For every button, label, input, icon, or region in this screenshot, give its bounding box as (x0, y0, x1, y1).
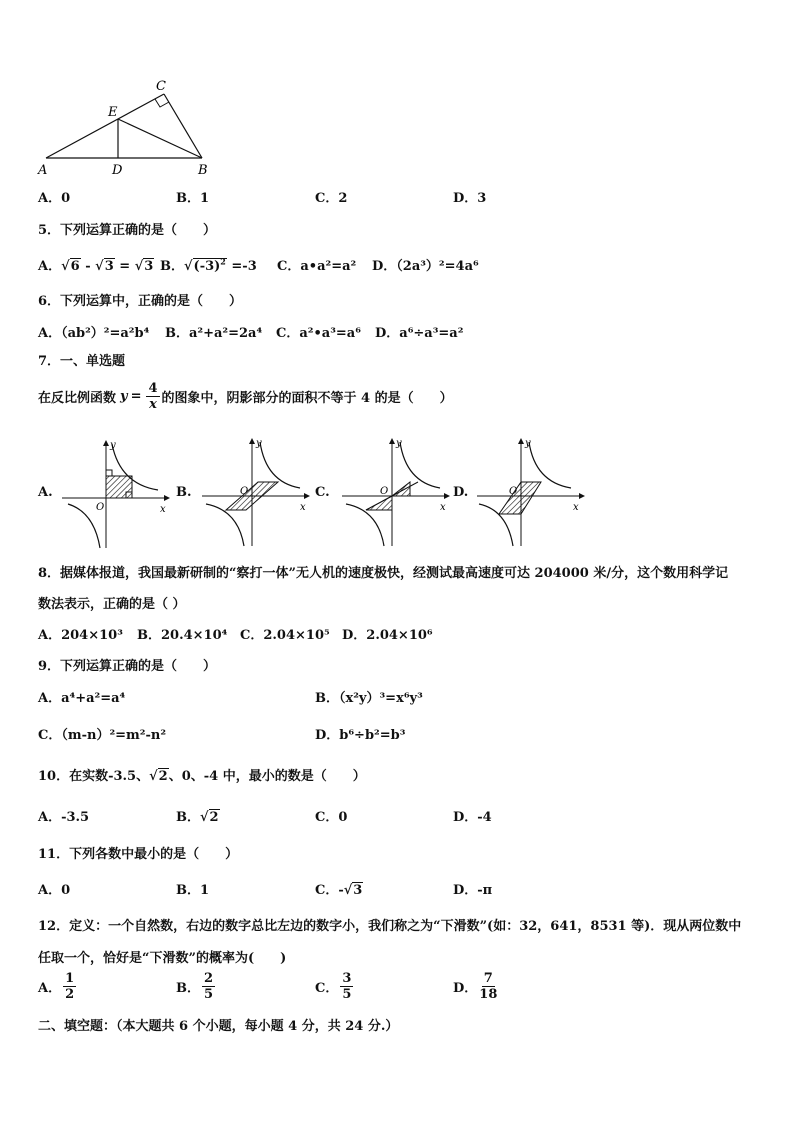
radicand: 3 (353, 883, 363, 898)
q9-option-b[interactable]: B．（x²y）³=x⁶y³ (315, 691, 423, 706)
q4-option-a[interactable]: A．0 (38, 191, 71, 206)
radicand: 6 (70, 259, 80, 274)
q6-option-a[interactable]: A．（ab²）²=a²b⁴ (38, 326, 150, 341)
stem-text: 的图象中，阴影部分的面积不等于 4 的是（ ） (161, 390, 453, 406)
svg-text:O: O (509, 486, 518, 497)
label-b: B (198, 163, 208, 178)
fraction: $\frac{3}{5}$ (342, 971, 352, 1002)
radicand: 3 (144, 259, 154, 274)
q7-heading: 7．一、单选题 (38, 354, 126, 369)
q7-option-c[interactable]: C. (315, 485, 330, 500)
expression-tail: =-3 (226, 259, 257, 274)
stem-text: 10．在实数-3.5、 (38, 769, 150, 784)
q10-option-d[interactable]: D．-4 (453, 810, 492, 825)
q6-stem: 6．下列运算中，正确的是（ ） (38, 294, 243, 309)
operator: - (80, 259, 96, 274)
radicand: (-3) (193, 259, 221, 274)
option-label: D． (453, 981, 478, 996)
option-label: C． (315, 981, 339, 996)
equals: = (130, 388, 142, 404)
graph-d (475, 438, 585, 548)
q11-stem: 11．下列各数中最小的是（ ） (38, 847, 239, 862)
q5-option-a[interactable]: A．√6 - √3 = √3 (38, 259, 154, 274)
q11-option-b[interactable]: B．1 (176, 883, 210, 898)
exponent: 2 (220, 256, 226, 267)
svg-text:x: x (300, 502, 306, 513)
q11-option-a[interactable]: A．0 (38, 883, 71, 898)
q8-line2: 数法表示，正确的是（ ） (38, 597, 186, 612)
label-e: E (108, 105, 118, 120)
q9-option-d[interactable]: D．b⁶÷b²=b³ (315, 728, 406, 743)
q5-option-c[interactable]: C．a•a²=a² (277, 259, 357, 274)
svg-text:y: y (525, 438, 531, 449)
q8-option-c[interactable]: C．2.04×10⁵ (240, 628, 330, 643)
q11-option-c[interactable]: C．-√3 (315, 883, 363, 898)
fraction (146, 382, 159, 411)
svg-text:O: O (96, 502, 105, 513)
svg-text:y: y (110, 440, 116, 451)
fraction: $\frac{1}{2}$ (65, 971, 75, 1002)
svg-text:x: x (160, 504, 166, 515)
q12-option-c[interactable] (315, 972, 355, 1001)
svg-text:O: O (380, 486, 389, 497)
graph-a (60, 440, 170, 550)
option-label: B． (176, 810, 200, 825)
q7-option-a[interactable]: A. (38, 485, 53, 500)
option-label: C．- (315, 883, 344, 898)
svg-text:O: O (240, 486, 249, 497)
radicand: 2 (158, 769, 168, 784)
q10-stem: 10．在实数-3.5、√2、0、-4 中，最小的数是（ ） (38, 769, 366, 784)
graph-b (200, 438, 310, 548)
svg-text:y: y (256, 438, 262, 449)
q10-option-a[interactable]: A．-3.5 (38, 810, 90, 825)
q5-option-d[interactable]: D．（2a³）²=4a⁶ (372, 259, 479, 274)
denominator: x (149, 396, 157, 412)
q8-option-b[interactable]: B．20.4×10⁴ (137, 628, 228, 643)
svg-text:x: x (440, 502, 446, 513)
q8-option-d[interactable]: D．2.04×10⁶ (342, 628, 433, 643)
radicand: 3 (104, 259, 114, 274)
fraction: $\frac{2}{5}$ (204, 971, 214, 1002)
q5-option-b[interactable]: B．$√(-3)^2 =-3$ (160, 256, 257, 274)
numerator: 4 (148, 380, 158, 396)
q5-stem: 5．下列运算正确的是（ ） (38, 223, 217, 238)
q4-option-c[interactable]: C．2 (315, 191, 348, 206)
q6-option-c[interactable]: C．a²•a³=a⁶ (276, 326, 361, 341)
operator: = (114, 259, 135, 274)
option-label: A． (38, 981, 62, 996)
q10-option-b[interactable]: B．√2 (176, 810, 219, 825)
q4-option-d[interactable]: D．3 (453, 191, 487, 206)
label-d: D (112, 163, 123, 178)
q12-option-b[interactable] (176, 972, 217, 1001)
svg-text:x: x (573, 502, 579, 513)
q4-option-b[interactable]: B．1 (176, 191, 210, 206)
option-label: B． (176, 981, 200, 996)
q12-option-a[interactable] (38, 972, 78, 1001)
option-label: B． (160, 259, 184, 274)
q9-option-a[interactable]: A．a⁴+a²=a⁴ (38, 691, 126, 706)
triangle-figure (36, 76, 216, 180)
q6-option-d[interactable]: D．a⁶÷a³=a² (375, 326, 464, 341)
q7-option-b[interactable]: B. (176, 485, 192, 500)
q12-line2: 任取一个，恰好是“下滑数”的概率为( ) (38, 951, 287, 966)
option-label: A． (38, 259, 62, 274)
q8-line1: 8．据媒体报道，我国最新研制的“察打一体”无人机的速度极快，经测试最高速度可达 204000 米/分，这个数用科学记 (38, 566, 729, 581)
stem-text: 、0、-4 中，最小的数是（ ） (168, 769, 366, 784)
q9-stem: 9．下列运算正确的是（ ） (38, 659, 217, 674)
stem-text: 在反比例函数 (38, 390, 117, 406)
q9-option-c[interactable]: C．（m-n）²=m²-n² (38, 728, 167, 743)
q7-stem (38, 378, 453, 414)
svg-text:y: y (396, 438, 402, 449)
var-y: y (120, 388, 128, 404)
fraction: $\frac{7}{18}$ (479, 971, 498, 1002)
label-a: A (38, 163, 48, 178)
q7-option-d[interactable]: D. (453, 485, 469, 500)
q10-option-c[interactable]: C．0 (315, 810, 348, 825)
q12-line1: 12．定义：一个自然数，右边的数字总比左边的数字小，我们称之为“下滑数”(如：32，641，8531 等)．现从两位数中 (38, 919, 742, 934)
section-2-heading: 二、填空题：（本大题共 6 个小题，每小题 4 分，共 24 分.） (38, 1019, 399, 1034)
q8-option-a[interactable]: A．204×10³ (38, 628, 123, 643)
label-c: C (156, 79, 166, 94)
q11-option-d[interactable]: D．-π (453, 883, 493, 898)
graph-c (340, 438, 450, 548)
q6-option-b[interactable]: B．a²+a²=2a⁴ (165, 326, 263, 341)
radicand: 2 (209, 810, 219, 825)
q12-option-d[interactable] (453, 972, 499, 1001)
